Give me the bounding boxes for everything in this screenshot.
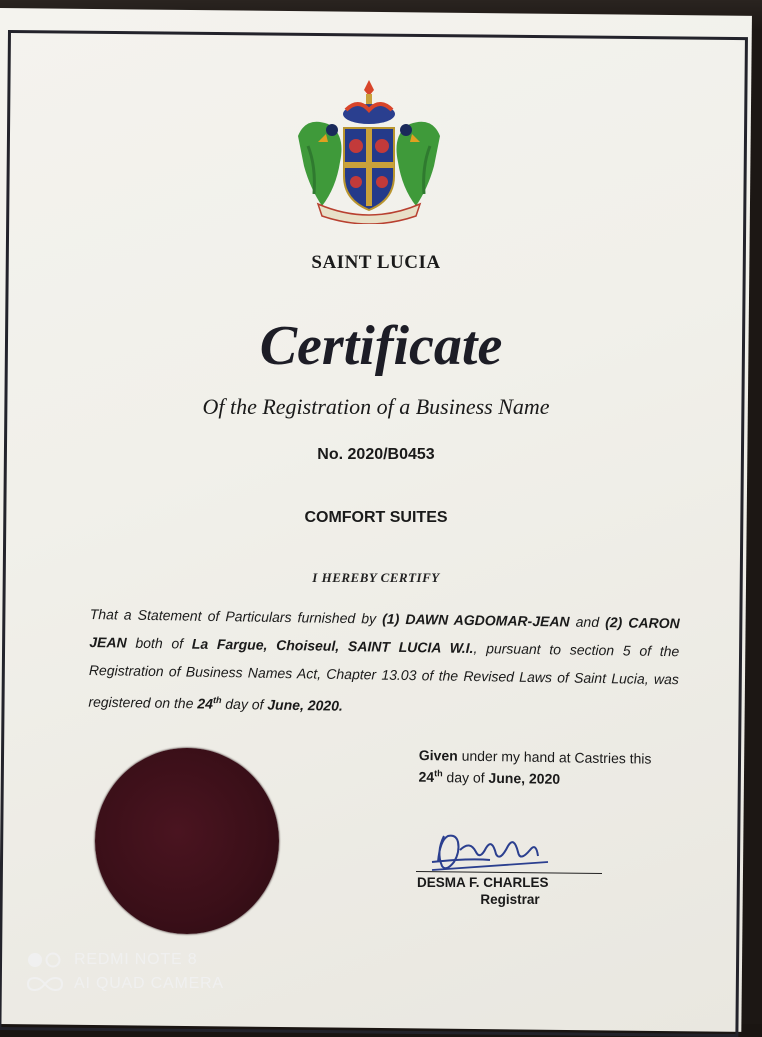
registrar-signature [430, 822, 560, 878]
given-day: 24 [418, 768, 435, 785]
owner-address: La Fargue, Choiseul, SAINT LUCIA W.I. [191, 635, 474, 657]
registration-month-year: June, 2020. [267, 696, 343, 714]
country-name: SAINT LUCIA [311, 252, 441, 273]
camera-dots-icon [26, 950, 64, 970]
given-month-year: June, 2020 [488, 769, 561, 787]
coat-of-arms-icon [288, 76, 450, 224]
certify-heading: I HEREBY CERTIFY [312, 570, 440, 585]
body-text-1: That a Statement of Particulars furnished by [89, 605, 383, 627]
certificate-title: Certificate [259, 315, 503, 377]
given-statement [418, 746, 699, 790]
certificate-subtitle: Of the Registration of a Business Name [202, 394, 550, 419]
registrar-name: DESMA F. CHARLES [417, 875, 549, 890]
given-word: Given [418, 746, 458, 764]
registrar-title: Registrar [480, 892, 540, 907]
body-text-4: day of [221, 695, 268, 713]
registration-day: 24 [197, 695, 214, 712]
business-name: COMFORT SUITES [304, 509, 448, 526]
person-one: (1) DAWN AGDOMAR-JEAN [382, 610, 570, 630]
registration-day-suffix: th [212, 694, 222, 706]
given-line2: day of [442, 769, 489, 786]
given-day-suffix: th [434, 768, 443, 779]
embossed-seal [95, 748, 279, 934]
person-two: (2) CARON JEAN [89, 614, 680, 651]
given-line1: under my hand at Castries this [457, 747, 652, 767]
body-and: and [569, 613, 606, 631]
watermark-line1: REDMI NOTE 8 [74, 951, 198, 968]
watermark-line2: AI QUAD CAMERA [74, 975, 224, 992]
infinity-icon [26, 974, 64, 994]
camera-watermark [26, 948, 224, 996]
registration-number: No. 2020/B0453 [317, 446, 435, 463]
body-text-2: both of [126, 634, 192, 652]
certificate-body [88, 600, 680, 725]
body-text-3: , pursuant to section 5 of the Registration of Business Names Act, Chapter 13.03 of the Revised Laws of Saint Lucia, was registered on the [88, 640, 680, 712]
